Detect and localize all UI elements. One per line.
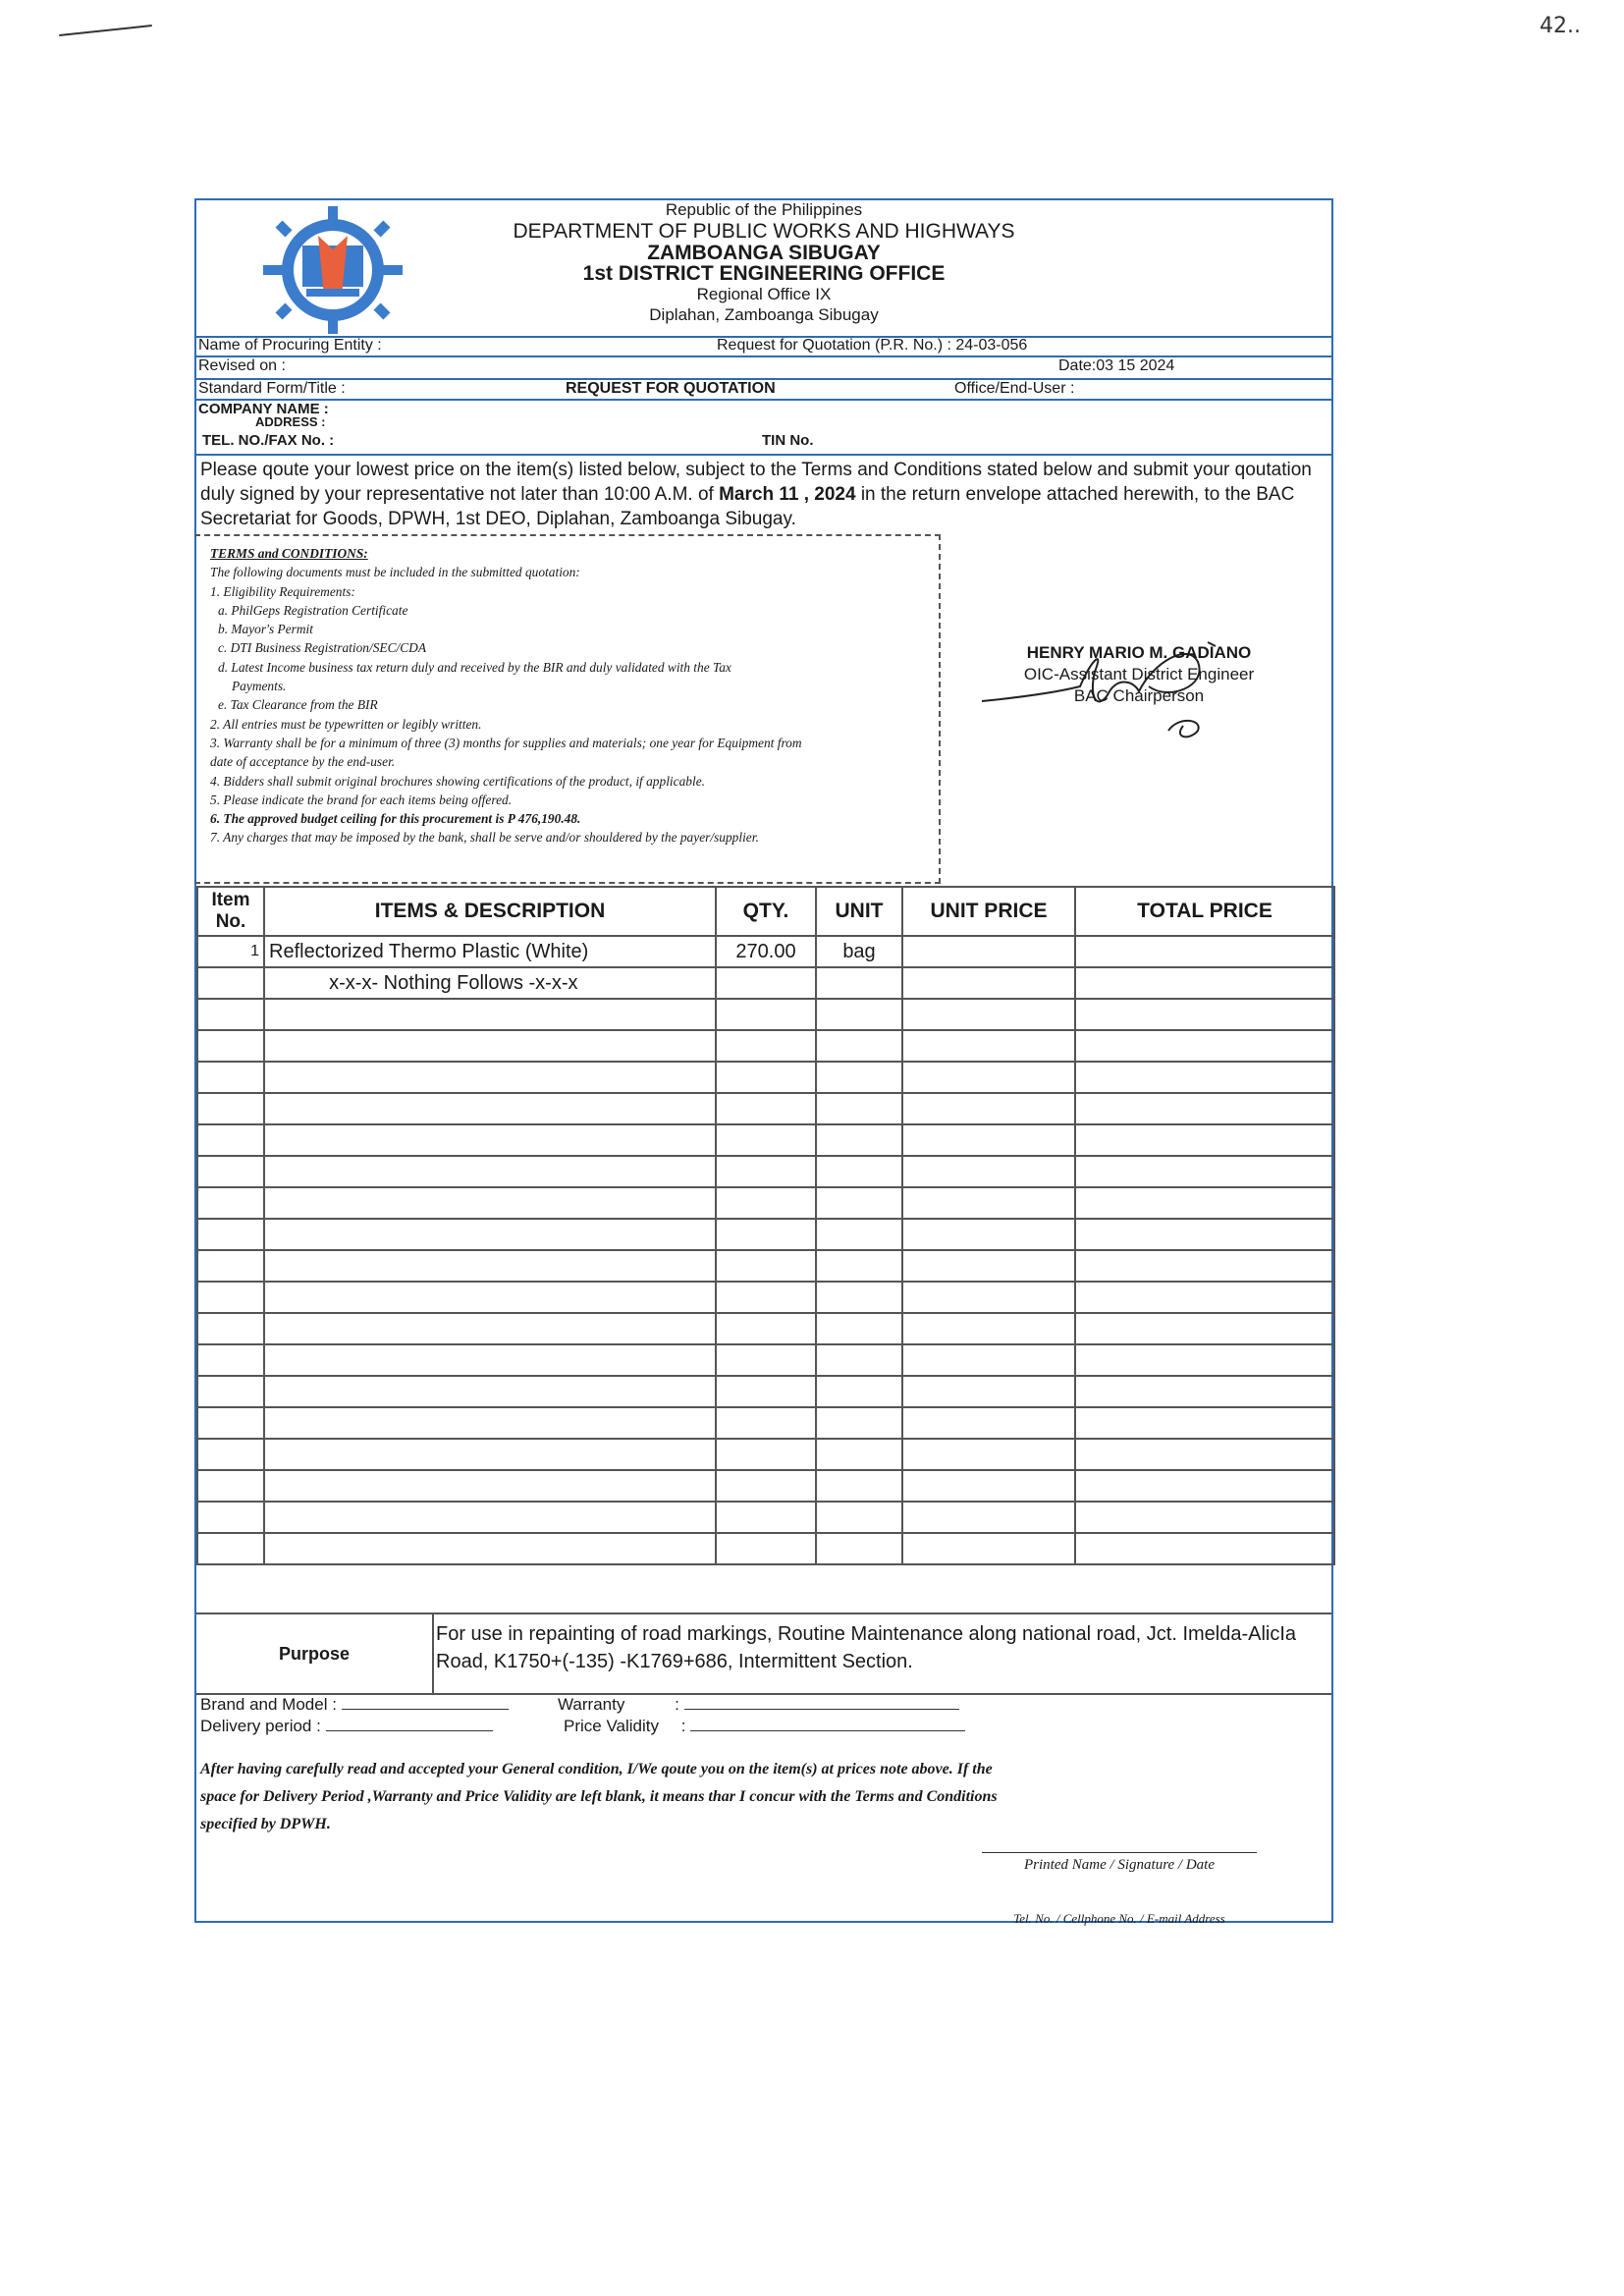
unit-price-cell[interactable] bbox=[902, 1219, 1075, 1250]
qty-cell bbox=[716, 1439, 816, 1470]
terms-line: 3. Warranty shall be for a minimum of three (3) months for supplies and materials; one year for Equipment from bbox=[210, 735, 802, 750]
price-validity-field[interactable] bbox=[690, 1730, 965, 1731]
total-price-cell[interactable] bbox=[1075, 1093, 1334, 1124]
table-row bbox=[197, 1313, 1334, 1344]
unit-price-cell[interactable] bbox=[902, 1187, 1075, 1219]
province-name: ZAMBOANGA SIBUGAY bbox=[647, 242, 881, 264]
unit-price-cell[interactable] bbox=[902, 1030, 1075, 1062]
republic-line: Republic of the Philippines bbox=[665, 200, 863, 219]
terms-line: a. PhilGeps Registration Certificate bbox=[218, 602, 408, 618]
item-no-cell bbox=[197, 1344, 264, 1376]
unit-cell bbox=[816, 1502, 902, 1533]
description-cell bbox=[264, 1533, 716, 1564]
description-cell bbox=[264, 1502, 716, 1533]
unit-cell bbox=[816, 1030, 902, 1062]
total-price-cell[interactable] bbox=[1075, 1030, 1334, 1062]
rfq-form bbox=[194, 198, 1333, 1926]
qty-cell bbox=[716, 1250, 816, 1282]
total-price-header: TOTAL PRICE bbox=[1075, 887, 1334, 936]
unit-price-cell[interactable] bbox=[902, 1313, 1075, 1344]
unit-price-cell[interactable] bbox=[902, 967, 1075, 999]
description-header: ITEMS & DESCRIPTION bbox=[264, 887, 716, 936]
unit-cell bbox=[816, 1282, 902, 1313]
description-cell bbox=[264, 1344, 716, 1376]
unit-price-cell[interactable] bbox=[902, 1156, 1075, 1187]
item-no-cell bbox=[197, 1313, 264, 1344]
item-no-cell bbox=[197, 1124, 264, 1156]
form-header bbox=[196, 200, 1331, 338]
total-price-cell[interactable] bbox=[1075, 1470, 1334, 1502]
department-name: DEPARTMENT OF PUBLIC WORKS AND HIGHWAYS bbox=[513, 220, 1015, 243]
description-cell bbox=[264, 1282, 716, 1313]
total-price-cell[interactable] bbox=[1075, 1439, 1334, 1470]
unit-cell bbox=[816, 1376, 902, 1407]
unit-cell bbox=[816, 1533, 902, 1564]
unit-cell bbox=[816, 1062, 902, 1093]
table-row bbox=[197, 1250, 1334, 1282]
total-price-cell[interactable] bbox=[1075, 936, 1334, 967]
divider bbox=[196, 454, 1331, 456]
table-row bbox=[197, 936, 1334, 967]
item-no-cell bbox=[197, 1407, 264, 1439]
total-price-cell[interactable] bbox=[1075, 1187, 1334, 1219]
terms-title: TERMS and CONDITIONS: bbox=[210, 546, 368, 561]
total-price-cell[interactable] bbox=[1075, 1533, 1334, 1564]
unit-cell bbox=[816, 1093, 902, 1124]
qty-cell bbox=[716, 1030, 816, 1062]
scan-mark bbox=[59, 25, 152, 36]
description-cell bbox=[264, 999, 716, 1030]
unit-cell: bag bbox=[816, 936, 902, 967]
unit-header: UNIT bbox=[816, 887, 902, 936]
warranty-field[interactable] bbox=[684, 1709, 959, 1710]
description-cell bbox=[264, 1187, 716, 1219]
item-no-cell bbox=[197, 1376, 264, 1407]
total-price-cell[interactable] bbox=[1075, 1219, 1334, 1250]
divider bbox=[196, 399, 1331, 401]
qty-cell bbox=[716, 1533, 816, 1564]
form-date: Date:03 15 2024 bbox=[1058, 357, 1175, 374]
signatory-title: OIC-Assistant District Engineer bbox=[1023, 665, 1255, 683]
terms-line: e. Tax Clearance from the BIR bbox=[218, 697, 378, 713]
description-cell: Reflectorized Thermo Plastic (White) bbox=[264, 936, 716, 967]
items-table bbox=[196, 886, 1335, 1565]
table-row bbox=[197, 1124, 1334, 1156]
terms-line: Payments. bbox=[232, 679, 287, 694]
table-row bbox=[197, 999, 1334, 1030]
description-cell bbox=[264, 1470, 716, 1502]
terms-line: 5. Please indicate the brand for each items being offered. bbox=[210, 792, 513, 807]
qty-cell bbox=[716, 1470, 816, 1502]
revised-on-label: Revised on : bbox=[198, 357, 286, 374]
table-row bbox=[197, 1376, 1334, 1407]
terms-line: date of acceptance by the end-user. bbox=[210, 754, 396, 770]
unit-cell bbox=[816, 1156, 902, 1187]
unit-price-header: UNIT PRICE bbox=[902, 887, 1075, 936]
instructions-text-1: Please qoute your lowest price on the item(s) listed below, subject to the Terms and Conditions stated below and submit your qoutation duly signed by your representative not later than 10:00 A.M. of bbox=[200, 460, 1312, 505]
table-row bbox=[197, 1470, 1334, 1502]
unit-price-cell[interactable] bbox=[902, 1533, 1075, 1564]
total-price-cell[interactable] bbox=[1075, 1407, 1334, 1439]
terms-line: The following documents must be included in the submitted quotation: bbox=[210, 565, 580, 580]
unit-price-cell[interactable] bbox=[902, 999, 1075, 1030]
signatory-name: HENRY MARIO M. GADIANO bbox=[1026, 643, 1252, 662]
item-no-cell bbox=[197, 1062, 264, 1093]
unit-cell bbox=[816, 1439, 902, 1470]
description-cell bbox=[264, 1376, 716, 1407]
price-validity-label: Price Validity bbox=[564, 1717, 659, 1735]
table-row bbox=[197, 1282, 1334, 1313]
unit-price-cell[interactable] bbox=[902, 1502, 1075, 1533]
qty-cell bbox=[716, 1062, 816, 1093]
total-price-cell[interactable] bbox=[1075, 1250, 1334, 1282]
warranty-colon: : bbox=[675, 1695, 679, 1714]
table-header-row bbox=[197, 887, 1334, 936]
unit-cell bbox=[816, 1470, 902, 1502]
procuring-entity-label: Name of Procuring Entity : bbox=[198, 337, 382, 354]
unit-price-cell[interactable] bbox=[902, 1093, 1075, 1124]
unit-price-cell[interactable] bbox=[902, 1439, 1075, 1470]
item-no-header-line1: Item bbox=[211, 890, 250, 910]
qty-cell bbox=[716, 1156, 816, 1187]
terms-and-conditions bbox=[210, 544, 937, 847]
location-line: Diplahan, Zamboanga Sibugay bbox=[649, 305, 879, 324]
total-price-cell[interactable] bbox=[1075, 1124, 1334, 1156]
total-price-cell[interactable] bbox=[1075, 1502, 1334, 1533]
item-no-cell bbox=[197, 1156, 264, 1187]
unit-cell bbox=[816, 1250, 902, 1282]
purpose-row bbox=[196, 1614, 1333, 1693]
unit-price-cell[interactable] bbox=[902, 1282, 1075, 1313]
table-row bbox=[197, 1030, 1334, 1062]
item-no-cell bbox=[197, 1502, 264, 1533]
table-row bbox=[197, 1219, 1334, 1250]
item-no-cell: 1 bbox=[197, 936, 264, 967]
qty-cell bbox=[716, 1124, 816, 1156]
total-price-cell[interactable] bbox=[1075, 1313, 1334, 1344]
table-row bbox=[197, 1502, 1334, 1533]
terms-line: 4. Bidders shall submit original brochures showing certifications of the product, if applicable. bbox=[210, 773, 705, 789]
item-no-cell bbox=[197, 1093, 264, 1124]
qty-cell bbox=[716, 967, 816, 999]
standard-form-label: Standard Form/Title : bbox=[198, 380, 346, 397]
unit-cell bbox=[816, 1407, 902, 1439]
description-cell bbox=[264, 1156, 716, 1187]
description-cell bbox=[264, 1407, 716, 1439]
item-no-cell bbox=[197, 1439, 264, 1470]
delivery-period-label: Delivery period : bbox=[200, 1717, 321, 1735]
unit-price-cell[interactable] bbox=[902, 1344, 1075, 1376]
qty-cell bbox=[716, 1313, 816, 1344]
qty-cell bbox=[716, 999, 816, 1030]
qty-cell bbox=[716, 1344, 816, 1376]
total-price-cell[interactable] bbox=[1075, 1156, 1334, 1187]
unit-cell bbox=[816, 1219, 902, 1250]
item-no-cell bbox=[197, 1030, 264, 1062]
item-no-cell bbox=[197, 1533, 264, 1564]
table-row bbox=[197, 1062, 1334, 1093]
table-row bbox=[197, 1344, 1334, 1376]
total-price-cell[interactable] bbox=[1075, 1376, 1334, 1407]
price-validity-colon: : bbox=[680, 1717, 686, 1735]
terms-line: c. DTI Business Registration/SEC/CDA bbox=[218, 640, 427, 656]
acceptance-statement: After having carefully read and accepted your General condition, I/We qoute you on the item(s) at prices note above. If the space for Delivery Period ,Warranty and Price Validity are left blank, it means thar I concur with the Terms and Conditions specified by DPWH. bbox=[200, 1761, 998, 1832]
table-row bbox=[197, 1187, 1334, 1219]
office-end-user-label: Office/End-User : bbox=[954, 380, 1075, 397]
qty-cell bbox=[716, 1407, 816, 1439]
tel-fax-label: TEL. NO./FAX No. : bbox=[202, 432, 335, 449]
total-price-cell[interactable] bbox=[1075, 1282, 1334, 1313]
description-cell bbox=[264, 1062, 716, 1093]
description-cell bbox=[264, 1250, 716, 1282]
description-cell bbox=[264, 1313, 716, 1344]
table-row bbox=[197, 1407, 1334, 1439]
instructions-text-2: in the return envelope attached herewith, to the BAC Secretariat for Goods, DPWH, 1st DEO, Diplahan, Zamboanga Sibugay. bbox=[200, 484, 1295, 529]
rfq-number: Request for Quotation (P.R. No.) : 24-03-056 bbox=[717, 337, 1028, 354]
unit-price-cell[interactable] bbox=[902, 1250, 1075, 1282]
item-no-cell bbox=[197, 1219, 264, 1250]
qty-cell bbox=[716, 1376, 816, 1407]
unit-cell bbox=[816, 1344, 902, 1376]
unit-cell bbox=[816, 967, 902, 999]
office-name: 1st DISTRICT ENGINEERING OFFICE bbox=[582, 262, 946, 285]
brand-model-label: Brand and Model : bbox=[200, 1695, 337, 1714]
signatory-block bbox=[982, 642, 1296, 707]
total-price-cell[interactable] bbox=[1075, 967, 1334, 999]
total-price-cell[interactable] bbox=[1075, 1344, 1334, 1376]
terms-line: d. Latest Income business tax return duly and received by the BIR and duly validated with the Tax bbox=[218, 659, 731, 675]
tin-label: TIN No. bbox=[762, 432, 814, 449]
item-no-cell bbox=[197, 967, 264, 999]
unit-cell bbox=[816, 999, 902, 1030]
description-cell bbox=[264, 1093, 716, 1124]
qty-cell bbox=[716, 1502, 816, 1533]
terms-line: 2. All entries must be typewritten or legibly written. bbox=[210, 716, 482, 732]
terms-line: b. Mayor's Permit bbox=[218, 622, 313, 637]
deadline-date: March 11 , 2024 bbox=[719, 484, 856, 505]
qty-cell bbox=[716, 1282, 816, 1313]
nothing-follows-cell: x-x-x- Nothing Follows -x-x-x bbox=[264, 967, 716, 999]
total-price-cell[interactable] bbox=[1075, 1062, 1334, 1093]
brand-model-field[interactable] bbox=[342, 1709, 509, 1710]
address-label: ADDRESS : bbox=[255, 414, 326, 429]
company-name-label: COMPANY NAME : bbox=[198, 401, 329, 417]
table-row bbox=[197, 967, 1334, 999]
instructions-paragraph bbox=[200, 458, 1329, 531]
unit-cell bbox=[816, 1187, 902, 1219]
unit-price-cell[interactable] bbox=[902, 1470, 1075, 1502]
item-no-header bbox=[197, 887, 264, 936]
table-row bbox=[197, 1533, 1334, 1564]
unit-price-cell[interactable] bbox=[902, 936, 1075, 967]
unit-cell bbox=[816, 1313, 902, 1344]
item-no-cell bbox=[197, 1250, 264, 1282]
qty-cell: 270.00 bbox=[716, 936, 816, 967]
description-cell bbox=[264, 1124, 716, 1156]
item-no-cell bbox=[197, 1470, 264, 1502]
table-row bbox=[197, 1439, 1334, 1470]
qty-cell bbox=[716, 1093, 816, 1124]
item-no-cell bbox=[197, 999, 264, 1030]
description-cell bbox=[264, 1219, 716, 1250]
delivery-period-field[interactable] bbox=[326, 1730, 493, 1731]
total-price-cell[interactable] bbox=[1075, 999, 1334, 1030]
description-cell bbox=[264, 1439, 716, 1470]
table-row bbox=[197, 1156, 1334, 1187]
item-no-cell bbox=[197, 1282, 264, 1313]
terms-line-budget: 6. The approved budget ceiling for this procurement is P 476,190.48. bbox=[210, 811, 581, 827]
table-row bbox=[197, 1093, 1334, 1124]
qty-cell bbox=[716, 1219, 816, 1250]
purpose-text: For use in repainting of road markings, Routine Maintenance along national road, Jct. Imelda-AlicIa Road, K1750+(-135) -K1769+686, Intermittent Section. bbox=[436, 1623, 1297, 1672]
purpose-label: Purpose bbox=[196, 1614, 434, 1693]
item-no-cell bbox=[197, 1187, 264, 1219]
qty-header: QTY. bbox=[716, 887, 816, 936]
terms-line: 7. Any charges that may be imposed by the bank, shall be serve and/or shouldered by the payer/supplier. bbox=[210, 830, 759, 846]
unit-price-cell[interactable] bbox=[902, 1062, 1075, 1093]
printed-name-signature-line[interactable]: Printed Name / Signature / Date bbox=[982, 1852, 1257, 1874]
signatory-role: BAC Chairperson bbox=[1073, 686, 1205, 705]
unit-price-cell[interactable] bbox=[902, 1124, 1075, 1156]
description-cell bbox=[264, 1030, 716, 1062]
unit-price-cell[interactable] bbox=[902, 1407, 1075, 1439]
unit-cell bbox=[816, 1124, 902, 1156]
form-title: REQUEST FOR QUOTATION bbox=[566, 380, 776, 397]
tel-email-line: Tel. No. / Cellphone No. / E-mail Address bbox=[1013, 1911, 1225, 1926]
warranty-label: Warranty bbox=[558, 1695, 625, 1714]
terms-line: 1. Eligibility Requirements: bbox=[210, 583, 355, 599]
region-line: Regional Office IX bbox=[696, 285, 832, 303]
unit-price-cell[interactable] bbox=[902, 1376, 1075, 1407]
qty-cell bbox=[716, 1187, 816, 1219]
page-number: 42.. bbox=[1540, 14, 1581, 38]
item-no-header-line2: No. bbox=[215, 911, 246, 932]
